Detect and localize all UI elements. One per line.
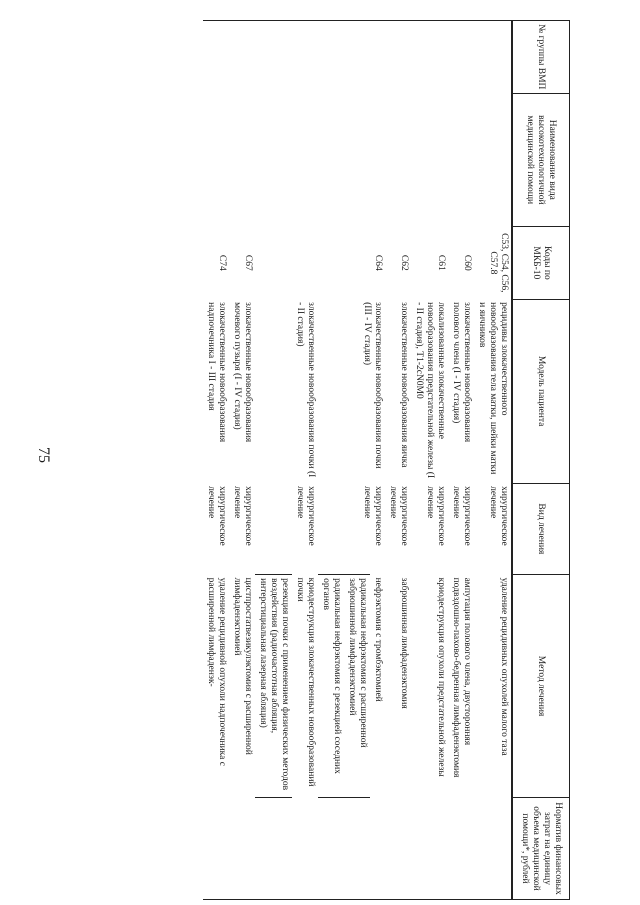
group-number-cell — [229, 21, 255, 94]
treatment-type-cell: хирургическое лечение — [488, 486, 509, 546]
care-type-cell — [385, 93, 411, 227]
treatment-method-cell: удаление рецидивной опухоли надпочечника с расширенной лимфаденэк- — [206, 577, 227, 766]
treatment-method-cell: резекция почки с применением физических методов воздействия (радиочастотная абляция, интерстициальная лазерная абляция) — [255, 575, 292, 798]
group-number-cell — [203, 21, 229, 94]
group-number-cell — [318, 21, 385, 94]
patient-model-cell: злокачественные новообразования почки (I - II стадия) — [295, 302, 316, 478]
treatment-method-cell: нефрэктомия с тромбэктомией — [373, 577, 383, 702]
table-row — [411, 21, 448, 900]
treatment-type-cell: хирургическое лечение — [206, 486, 227, 546]
table-row — [370, 21, 385, 900]
table-row — [385, 21, 411, 900]
care-type-cell — [255, 93, 318, 227]
cost-norm-cell — [203, 797, 229, 899]
treatment-type-cell: хирургическое лечение — [425, 486, 446, 546]
patient-model-cell: рецидивы злокачественного новообразования тела матки, шейки матки и яичников — [477, 302, 509, 475]
patient-model-cell: злокачественные новообразования мочевого пузыря (I - IV стадия) — [232, 302, 253, 443]
cost-norm-cell — [411, 797, 448, 899]
treatment-method-cell: радикальная нефрэктомия с расширенной забрюшинной лимфаденэктомией — [344, 575, 370, 798]
patient-model-cell: локализованные злокачественные новообразования предстательной железы (I - II стадия), T1-2cN0M0 — [414, 302, 446, 479]
icd-code-cell: C53, C54, C56, C57.8 — [488, 233, 509, 293]
header-icd-codes: Коды по МКБ-10 — [512, 227, 570, 300]
treatment-method-cell: цистпростатвезикулэктомия с расширенной лимфаденэктомией — [232, 577, 253, 755]
group-number-cell — [385, 21, 411, 94]
treatment-type-cell: хирургическое лечение — [232, 486, 253, 546]
header-treatment-method: Метод лечения — [512, 575, 570, 798]
cost-norm-cell — [448, 797, 474, 899]
cost-norm-cell — [385, 797, 411, 899]
cost-norm-cell — [474, 797, 512, 899]
cost-norm-cell — [229, 797, 255, 899]
group-number-cell — [474, 21, 512, 94]
icd-code-cell: C61 — [436, 254, 446, 271]
care-type-cell — [448, 93, 474, 227]
care-type-cell — [229, 93, 255, 227]
treatment-method-cell: радикальная нефрэктомия с резекцией соседних органов — [318, 575, 344, 798]
medical-table — [203, 20, 570, 900]
patient-model-cell: злокачественные новообразования яичка — [399, 302, 409, 468]
table-row — [474, 21, 512, 900]
table-row — [229, 21, 255, 900]
treatment-type-cell: хирургическое лечение — [388, 486, 409, 546]
icd-code-cell: C60 — [462, 254, 472, 271]
icd-code-cell: C67 — [243, 254, 253, 271]
cost-norm-cell — [318, 797, 385, 899]
header-row — [512, 21, 570, 900]
icd-code-cell: C64 — [373, 254, 383, 271]
header-care-type: Наименование вида высокотехнологичной медицинской помощи — [512, 93, 570, 227]
icd-code-cell: C74 — [217, 254, 227, 271]
care-type-cell — [474, 93, 512, 227]
treatment-type-cell: хирургическое лечение — [362, 486, 383, 546]
treatment-type-cell: хирургическое лечение — [295, 486, 316, 546]
care-type-cell — [318, 93, 385, 227]
table-row — [203, 21, 229, 900]
treatment-type-cell: хирургическое лечение — [451, 486, 472, 546]
group-number-cell — [448, 21, 474, 94]
treatment-method-cell: криодеструкция злокачественных новообразований почки — [295, 577, 316, 787]
patient-model-cell: злокачественные новообразования полового члена (I - IV стадия) — [451, 302, 472, 443]
treatment-method-cell: ампутация полового члена, двусторонняя подвздошно-пахово-бедренная лимфаденэктомия — [451, 577, 472, 778]
treatment-method-cell: удаление рецидивных опухолей малого таза — [499, 577, 509, 756]
treatment-method-cell: криодеструкция опухоли предстательной железы — [436, 577, 446, 777]
treatment-method-cell: забрюшинная лимфаденэктомия — [399, 577, 409, 709]
cost-norm-cell — [255, 797, 318, 899]
page-number: 75 — [35, 447, 52, 463]
table-body — [203, 21, 512, 900]
table-row — [292, 21, 318, 900]
icd-code-cell — [255, 227, 318, 300]
icd-code-cell: C62 — [399, 254, 409, 271]
patient-model-cell: злокачественные новообразования надпочечника I - III стадия — [206, 302, 227, 443]
header-treatment-type: Вид лечения — [512, 483, 570, 574]
care-type-cell — [203, 93, 229, 227]
group-number-cell — [411, 21, 448, 94]
table-row — [448, 21, 474, 900]
group-number-cell — [255, 21, 318, 94]
header-patient-model: Модель пациента — [512, 299, 570, 483]
header-cost-norm: Норматив финансовых затрат на единицу объема медицинской помощи*, рублей — [512, 797, 570, 899]
patient-model-cell: злокачественные новообразования почки (III - IV стадия) — [362, 302, 383, 469]
header-group-number: № группы ВМП — [512, 21, 570, 94]
care-type-cell — [411, 93, 448, 227]
